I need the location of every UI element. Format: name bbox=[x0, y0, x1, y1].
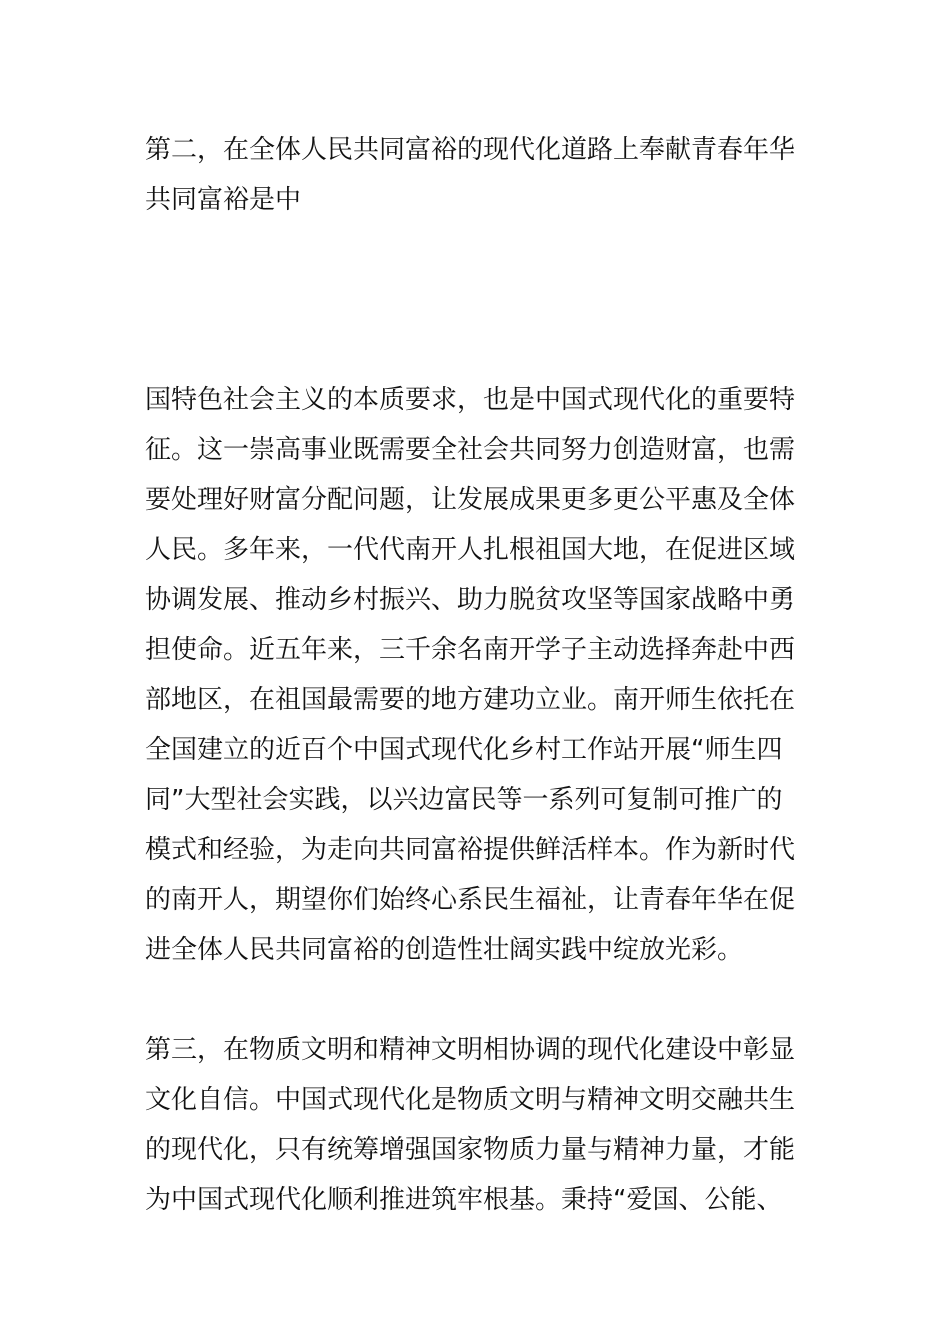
text-line: 的现代化，只有统筹增强国家物质力量与精神力量，才能 bbox=[145, 1135, 796, 1165]
text-line: 第三，在物质文明和精神文明相协调的现代化建设中彰显 bbox=[145, 1035, 796, 1065]
text-line: 同”大型社会实践，以兴边富民等一系列可复制可推广的 bbox=[145, 785, 783, 815]
text-line: 进全体人民共同富裕的创造性壮阔实践中绽放光彩。 bbox=[145, 935, 744, 965]
text-line: 国特色社会主义的本质要求，也是中国式现代化的重要特 bbox=[145, 385, 796, 415]
text-line: 担使命。近五年来，三千余名南开学子主动选择奔赴中西 bbox=[145, 635, 796, 665]
text-line: 全国建立的近百个中国式现代化乡村工作站开展“师生四 bbox=[145, 735, 783, 765]
text-line: 要处理好财富分配问题，让发展成果更多更公平惠及全体 bbox=[145, 485, 796, 515]
text-line: 的南开人，期望你们始终心系民生福祉，让青春年华在促 bbox=[145, 885, 796, 915]
text-line: 文化自信。中国式现代化是物质文明与精神文明交融共生 bbox=[145, 1085, 796, 1115]
text-line: 共同富裕是中 bbox=[145, 185, 302, 215]
text-line: 协调发展、推动乡村振兴、助力脱贫攻坚等国家战略中勇 bbox=[145, 585, 796, 615]
text-line: 模式和经验，为走向共同富裕提供鲜活样本。作为新时代 bbox=[145, 835, 796, 865]
text-line: 第二，在全体人民共同富裕的现代化道路上奉献青春年华 bbox=[145, 135, 796, 165]
text-line: 部地区，在祖国最需要的地方建功立业。南开师生依托在 bbox=[145, 685, 796, 715]
text-line: 人民。多年来，一代代南开人扎根祖国大地，在促进区域 bbox=[145, 535, 796, 565]
text-line: 征。这一崇高事业既需要全社会共同努力创造财富，也需 bbox=[145, 435, 796, 465]
text-line: 为中国式现代化顺利推进筑牢根基。秉持“爱国、公能、 bbox=[145, 1185, 783, 1215]
